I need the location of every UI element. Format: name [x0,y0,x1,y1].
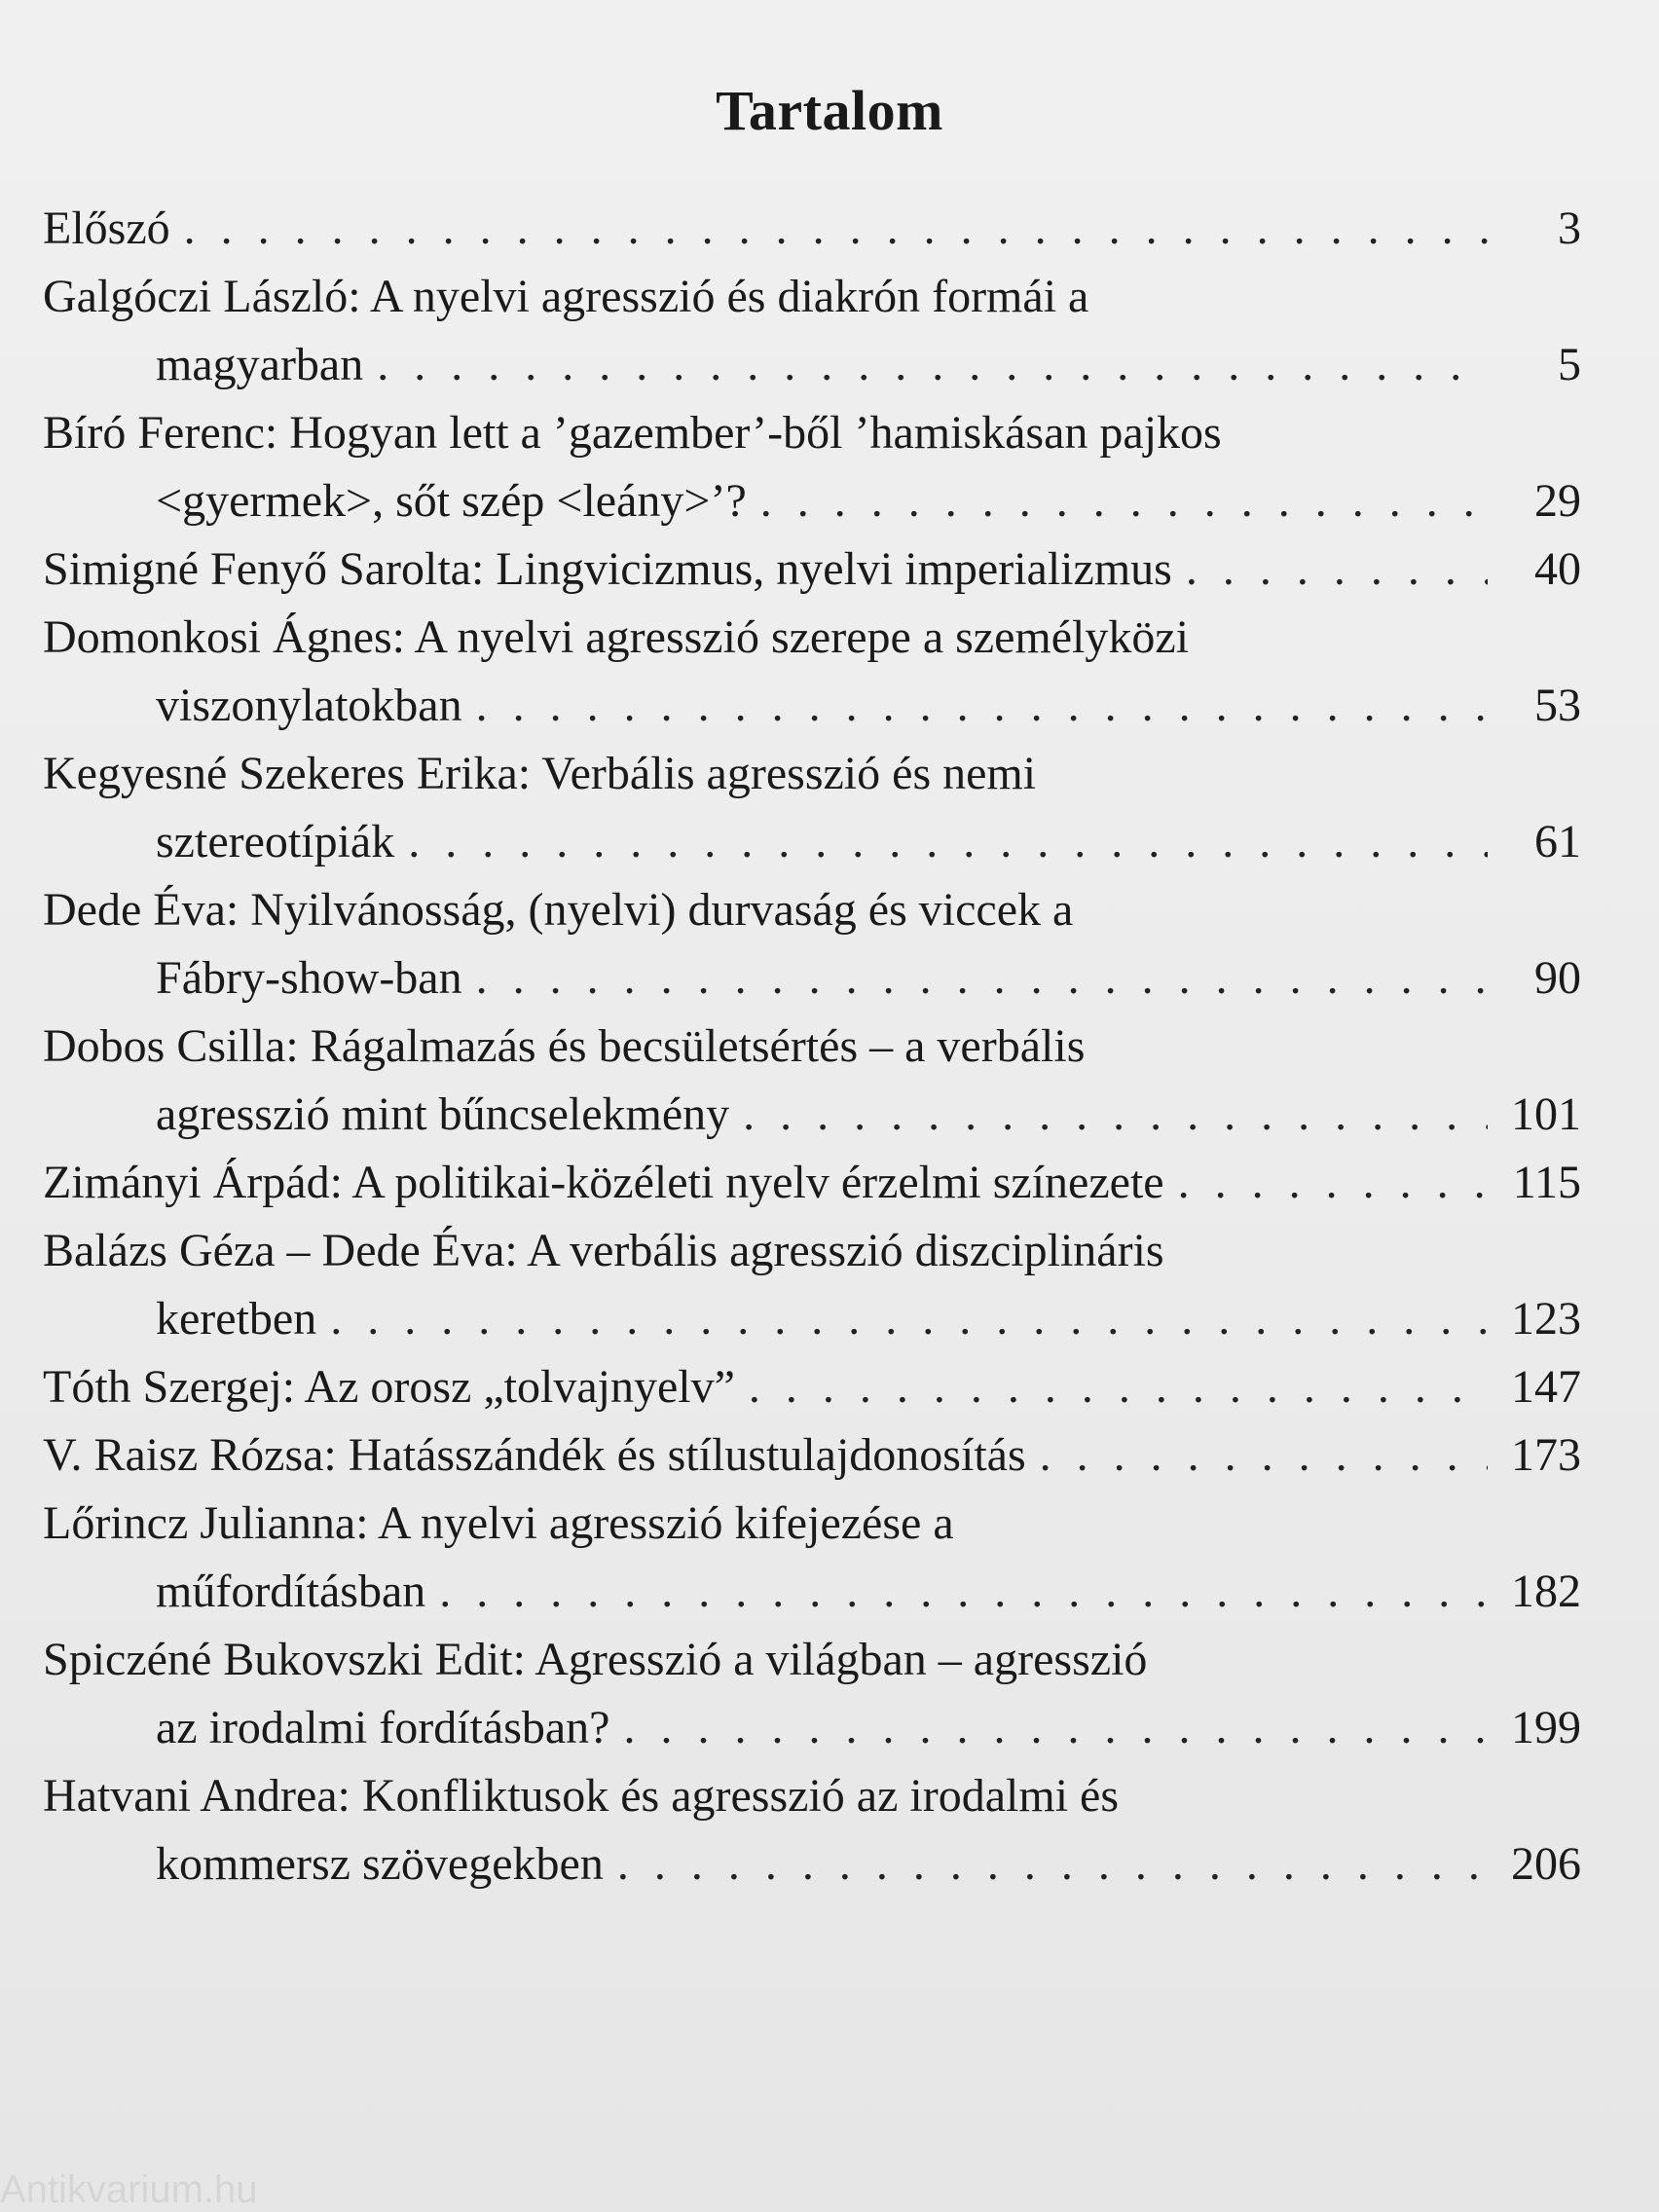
toc-entry [43,1013,1581,1149]
leader-dots [462,944,1488,1013]
toc-entry-title: Balázs Géza – Dede Éva: A verbális agresszió diszciplináris [43,1225,1164,1276]
toc-entry [43,1149,1581,1217]
toc-entry-title: Galgóczi László: A nyelvi agresszió és diakrón formái a [43,271,1089,322]
toc-entry-title-continued: viszonylatokban [156,680,462,731]
toc-entry [43,1421,1581,1490]
toc-page-number: 101 [1511,1088,1581,1140]
toc-page-number: 206 [1511,1838,1581,1890]
toc-entry [43,195,1581,263]
toc-entry [43,1490,1581,1626]
leader-dots [609,1694,1488,1762]
leader-dots [1164,1149,1488,1217]
toc-page-number: 123 [1511,1293,1581,1345]
leader-dots [729,1081,1488,1149]
toc-entry-title-continued: magyarban [156,339,364,390]
toc-entry [43,1626,1581,1762]
toc-page-number: 173 [1511,1429,1581,1481]
toc-page-number: 5 [1558,339,1581,390]
toc-entry-title: Kegyesné Szekeres Erika: Verbális agresszió és nemi [43,748,1037,799]
leader-dots [425,1558,1488,1626]
toc-entry [43,263,1581,399]
toc-entry [43,1762,1581,1899]
toc-entry-title: Zimányi Árpád: A politikai-közéleti nyelv érzelmi színezete [43,1157,1164,1208]
leader-dots [735,1353,1488,1421]
toc-entry [43,1217,1581,1353]
leader-dots [394,808,1488,876]
page-title: Tartalom [716,79,943,142]
toc-entry [43,535,1581,604]
toc-page-number: 90 [1534,952,1581,1004]
toc-page-number: 61 [1534,816,1581,867]
toc-entry-title-continued: sztereotípiák [156,816,395,867]
toc-entry-title-continued: kommersz szövegekben [156,1838,604,1890]
toc-page-number: 199 [1511,1702,1581,1753]
toc-entry [43,604,1581,740]
toc-page-number: 182 [1511,1566,1581,1617]
watermark: Antikvarium.hu [0,2168,258,2211]
toc-page-number: 115 [1512,1157,1581,1208]
toc-entry-title-continued: műfordításban [156,1566,426,1617]
leader-dots [170,195,1488,263]
toc-entry-title: Tóth Szergej: Az orosz „tolvajnyelv” [43,1361,735,1413]
toc-entry-title: Bíró Ferenc: Hogyan lett a ’gazember’-ből ’hamiskásan pajkos [43,407,1222,459]
toc-entry-title-continued: <gyermek>, sőt szép <leány>’? [156,475,747,527]
toc-page-number: 147 [1511,1361,1581,1413]
leader-dots [462,672,1488,740]
leader-dots [316,1285,1488,1353]
toc-page-number: 29 [1534,475,1581,527]
leader-dots [747,467,1488,535]
toc-entry-title-continued: az irodalmi fordításban? [156,1702,610,1753]
toc-page-number: 40 [1534,543,1581,595]
toc-page-number: 3 [1558,203,1581,254]
toc-entry [43,1353,1581,1421]
leader-dots [1026,1421,1488,1490]
toc-entry-title-continued: agresszió mint bűncselekmény [156,1088,730,1140]
toc-entry [43,399,1581,535]
toc-entry-title: Hatvani Andrea: Konfliktusok és agresszió az irodalmi és [43,1770,1120,1822]
toc-entry-title: Simigné Fenyő Sarolta: Lingvicizmus, nyelvi imperializmus [43,543,1172,595]
toc-entry-title: Domonkosi Ágnes: A nyelvi agresszió szerepe a személyközi [43,611,1190,663]
table-of-contents [43,195,1581,1899]
leader-dots [1172,535,1488,604]
toc-entry-title: Dede Éva: Nyilvánosság, (nyelvi) durvaság és viccek a [43,884,1074,936]
leader-dots [604,1830,1488,1899]
toc-entry-title: Dobos Csilla: Rágalmazás és becsületsértés – a verbális [43,1020,1086,1072]
toc-entry-title-continued: Fábry-show-ban [156,952,462,1004]
toc-entry-title-continued: keretben [156,1293,317,1345]
toc-entry-title: Spiczéné Bukovszki Edit: Agresszió a világban – agresszió [43,1634,1148,1685]
toc-entry-title: V. Raisz Rózsa: Hatásszándék és stílustulajdonosítás [43,1429,1026,1481]
toc-entry-title: Lőrincz Julianna: A nyelvi agresszió kifejezése a [43,1497,954,1549]
toc-entry [43,740,1581,876]
leader-dots [363,331,1488,399]
toc-entry [43,876,1581,1013]
toc-page-number: 53 [1534,680,1581,731]
toc-entry-title: Előszó [43,203,170,254]
